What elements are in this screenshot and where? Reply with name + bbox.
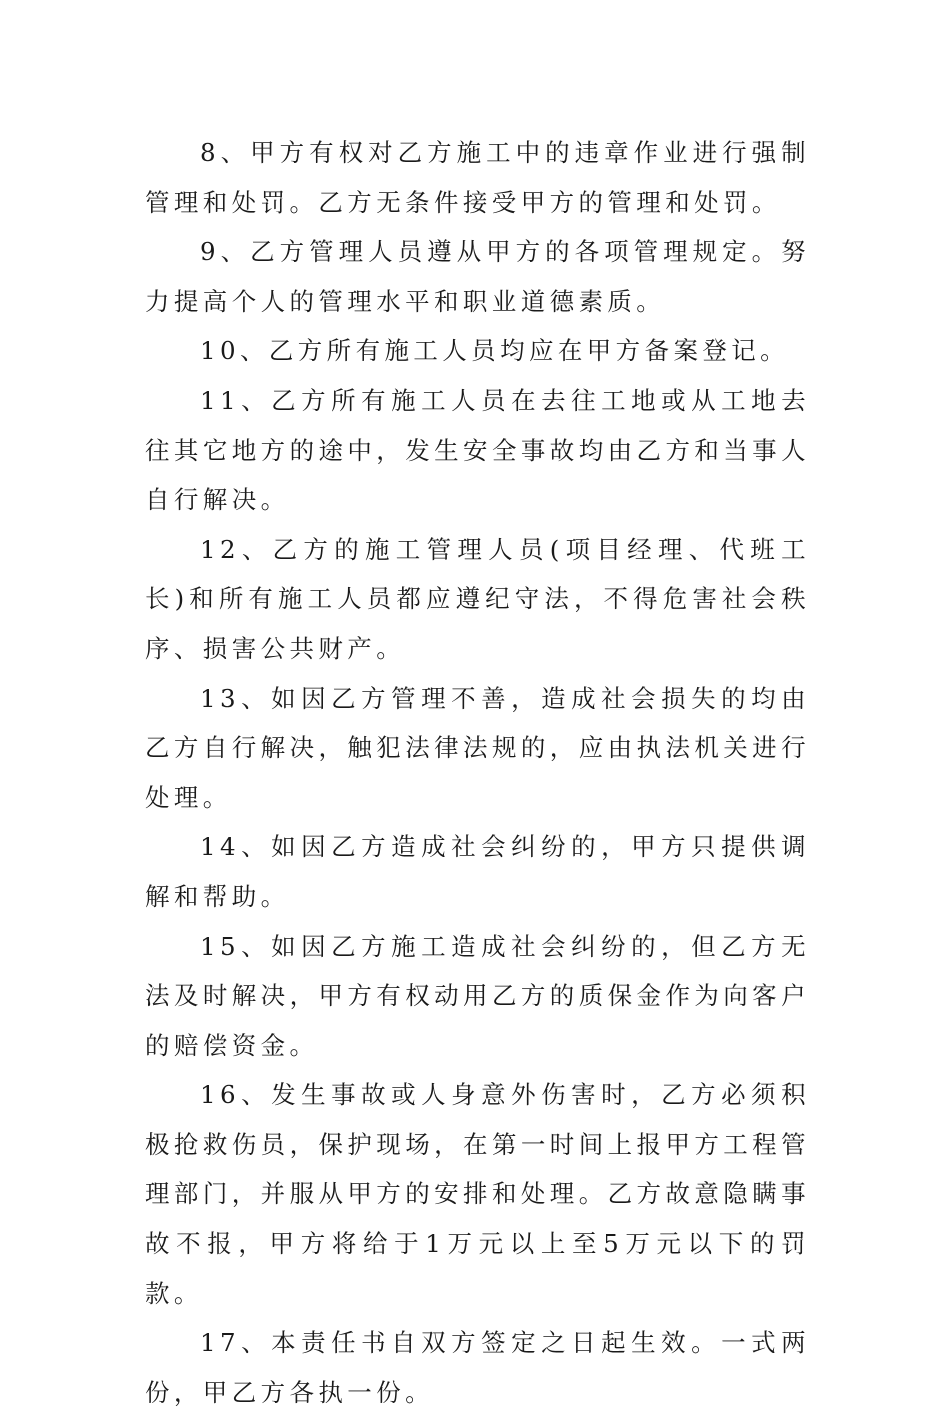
clause-15: 15、如因乙方施工造成社会纠纷的，但乙方无法及时解决，甲方有权动用乙方的质保金作为向客户的赔偿资金。 <box>145 931 810 1060</box>
clause-10: 10、乙方所有施工人员均应在甲方备案登记。 <box>200 336 790 366</box>
clause-12: 12、乙方的施工管理人员(项目经理、代班工长)和所有施工人员都应遵纪守法，不得危害社会秩序、损害公共财产。 <box>145 534 810 663</box>
clause-16: 16、发生事故或人身意外伤害时，乙方必须积极抢救伤员，保护现场，在第一时间上报甲方工程管理部门，并服从甲方的安排和处理。乙方故意隐瞒事故不报，甲方将给于1万元以上至5万元以下的罚款。 <box>145 1080 810 1308</box>
clause-11: 11、乙方所有施工人员在去往工地或从工地去往其它地方的途中，发生安全事故均由乙方和当事人自行解决。 <box>145 385 810 515</box>
clause-17: 17、本责任书自双方签定之日起生效。一式两份，甲乙方各执一份。 <box>145 1328 810 1407</box>
clause-13: 13、如因乙方管理不善，造成社会损失的均由乙方自行解决，触犯法律法规的，应由执法机关进行处理。 <box>145 683 810 812</box>
clause-8: 8、甲方有权对乙方施工中的违章作业进行强制管理和处罚。乙方无条件接受甲方的管理和处罚。 <box>145 138 810 217</box>
clause-14: 14、如因乙方造成社会纠纷的，甲方只提供调解和帮助。 <box>145 832 810 911</box>
document-body <box>145 128 810 1417</box>
clause-9: 9、乙方管理人员遵从甲方的各项管理规定。努力提高个人的管理水平和职业道德素质。 <box>145 237 810 316</box>
